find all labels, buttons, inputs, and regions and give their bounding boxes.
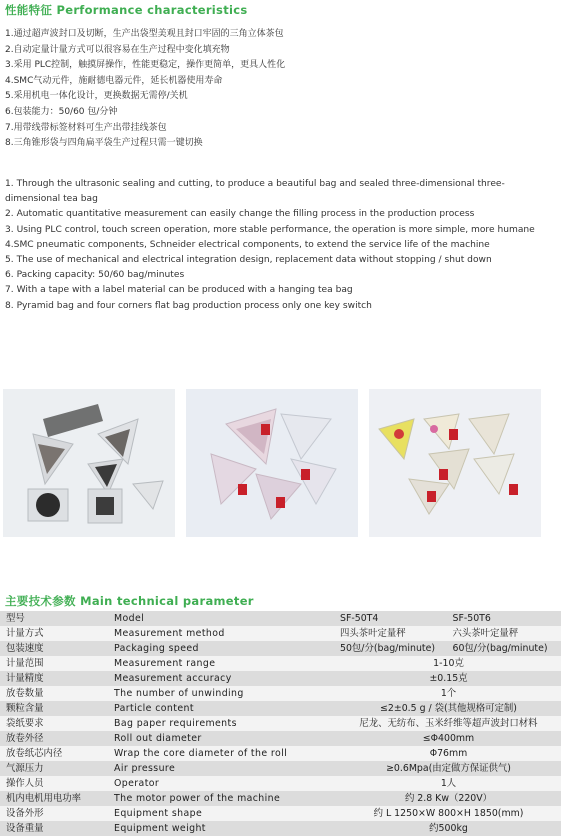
cn-item: 2.自动定量计量方式可以很容易在生产过程中变化填充物 <box>5 44 230 55</box>
table-cell: 袋纸要求 <box>6 718 44 729</box>
table-row <box>0 611 561 626</box>
table-cell: 1人 <box>440 778 457 789</box>
table-cell: Equipment shape <box>114 808 203 819</box>
table-cell: 操作人员 <box>6 778 44 789</box>
table-cell: 约 L 1250×W 800×H 1850(mm) <box>373 808 524 819</box>
table-cell: 60包/分(bag/minute) <box>452 643 548 654</box>
table-cell: 气源压力 <box>6 763 44 774</box>
table-cell: 计量范围 <box>6 658 44 669</box>
table-cell: SF-50T4 <box>340 613 379 624</box>
table-row <box>0 686 561 701</box>
cn-item: 1.通过超声波封口及切断，生产出袋型美观且封口牢固的三角立体茶包 <box>5 29 284 39</box>
table-cell: Roll out diameter <box>114 733 202 744</box>
en-item: 7. With a tape with a label material can be produced with a hanging tea bag <box>5 285 353 296</box>
table-cell: 放卷纸芯内径 <box>6 748 63 759</box>
table-row <box>0 746 561 761</box>
table-cell: Particle content <box>114 703 194 714</box>
table-cell: 约500kg <box>429 823 468 834</box>
table-cell: 尼龙、无纺布、玉米纤维等超声波封口材料 <box>359 718 538 729</box>
table-cell: 包装速度 <box>6 643 44 654</box>
table-cell: 50包/分(bag/minute) <box>340 643 436 654</box>
en-item: 5. The use of mechanical and electrical integration design, replacement data without stopping / shut down <box>5 255 492 266</box>
table-cell: 四头茶叶定量秤 <box>340 628 406 639</box>
tea-bag-photo-black-tea <box>3 389 175 537</box>
table-row <box>0 626 561 641</box>
table-row <box>0 701 561 716</box>
table-cell: 计量精度 <box>6 673 44 684</box>
table-cell: The motor power of the machine <box>114 793 281 804</box>
performance-en-list <box>5 177 553 314</box>
technical-title: 主要技术参数 Main technical parameter <box>5 594 254 608</box>
table-cell: 型号 <box>6 613 25 624</box>
en-item: 8. Pyramid bag and four corners flat bag production process only one key switch <box>5 300 372 311</box>
tea-bag-photo-flower-tea <box>369 389 541 537</box>
table-cell: Measurement accuracy <box>114 673 232 684</box>
table-cell: SF-50T6 <box>452 613 491 624</box>
table-cell: 1个 <box>440 688 457 699</box>
table-cell: 颗粒含量 <box>6 703 44 714</box>
table-row <box>0 641 561 656</box>
cn-item: 5.采用机电一体化设计，更换数据无需停/关机 <box>5 91 188 102</box>
table-row <box>0 716 561 731</box>
en-item: 2. Automatic quantitative measurement can easily change the filling process in the production process <box>5 209 475 220</box>
table-cell: ±0.15克 <box>429 673 468 684</box>
table-cell: Wrap the core diameter of the roll <box>114 748 288 759</box>
en-item: 4.SMC pneumatic components, Schneider electrical components, to extend the service life of the machine <box>5 239 490 250</box>
table-row <box>0 776 561 791</box>
table-row <box>0 821 561 836</box>
table-cell: Measurement range <box>114 658 216 669</box>
table-cell: 约 2.8 Kw（220V） <box>404 793 493 804</box>
table-row <box>0 731 561 746</box>
table-cell: 机内电机用电功率 <box>6 793 82 804</box>
technical-parameter-table <box>0 611 561 836</box>
table-cell: Operator <box>114 778 160 789</box>
table-cell: 计量方式 <box>6 628 44 639</box>
table-cell: 设备重量 <box>6 823 44 834</box>
cn-item: 4.SMC气动元件，施耐德电器元件，延长机器使用寿命 <box>5 75 223 86</box>
table-cell: Bag paper requirements <box>114 718 237 729</box>
table-cell: Equipment weight <box>114 823 206 834</box>
performance-cn-list <box>5 27 545 152</box>
table-cell: Packaging speed <box>114 643 199 654</box>
table-row <box>0 656 561 671</box>
table-cell: 六头茶叶定量秤 <box>452 628 519 639</box>
table-cell: 放卷数量 <box>6 688 44 699</box>
en-item: 1. Through the ultrasonic sealing and cutting, to produce a beautiful bag and sealed three-dimensional three-dimensional tea bag <box>5 179 505 205</box>
table-row <box>0 791 561 806</box>
table-cell: 1-10克 <box>433 658 464 669</box>
table-cell: Φ76mm <box>429 748 468 759</box>
performance-title: 性能特征 Performance characteristics <box>5 3 248 17</box>
cn-item: 7.用带线带标签材料可生产出带挂线茶包 <box>5 122 167 133</box>
cn-item: 3.采用 PLC控制，触摸屏操作，性能更稳定，操作更简单，更具人性化 <box>5 60 286 71</box>
table-row <box>0 671 561 686</box>
table-cell: ≤Φ400mm <box>422 733 475 744</box>
table-cell: The number of unwinding <box>114 688 244 699</box>
table-cell: 放卷外径 <box>6 733 44 744</box>
table-cell: ≥0.6Mpa(由定做方保证供气) <box>386 763 511 774</box>
table-cell: ≤2±0.5 g / 袋(其他规格可定制) <box>380 703 517 714</box>
table-cell: 设备外形 <box>6 808 44 819</box>
en-item: 3. Using PLC control, touch screen operation, more stable performance, the operation is more simple, more humane <box>5 224 535 235</box>
table-cell: Air pressure <box>114 763 176 774</box>
cn-item: 8.三角锥形袋与四角扁平袋生产过程只需一键切换 <box>5 138 203 149</box>
table-row <box>0 806 561 821</box>
table-cell: Measurement method <box>114 628 225 639</box>
table-cell: Model <box>114 613 145 624</box>
tea-bag-photo-pyramid <box>186 389 358 537</box>
table-row <box>0 761 561 776</box>
cn-item: 6.包装能力：50/60 包/分钟 <box>5 106 118 117</box>
en-item: 6. Packing capacity: 50/60 bag/minutes <box>5 270 185 281</box>
